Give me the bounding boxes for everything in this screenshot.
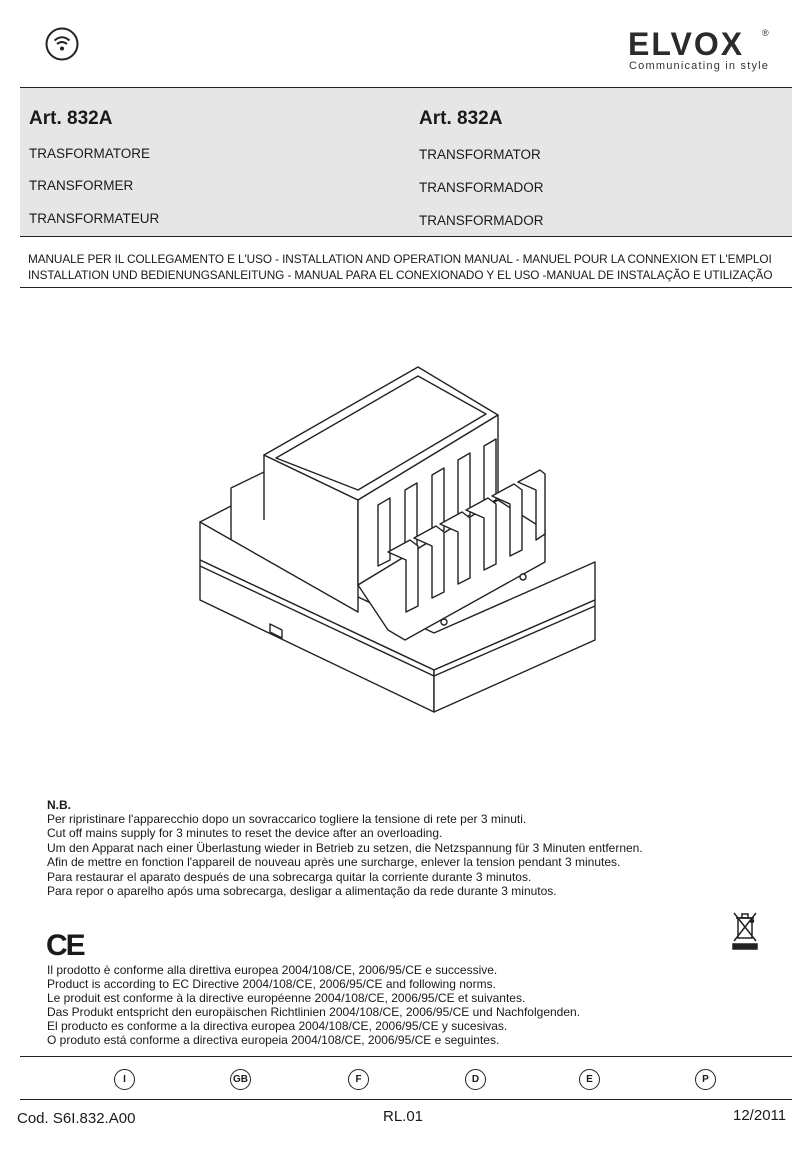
- language-marker-p: P: [695, 1069, 716, 1090]
- conformity-line-es: El producto es conforme a la directiva europea 2004/108/CE, 2006/95/CE y sucesivas.: [47, 1019, 508, 1033]
- ce-mark: CE: [46, 929, 84, 962]
- manual-title-line-2: INSTALLATION UND BEDIENUNGSANLEITUNG - MANUAL PARA EL CONEXIONADO Y EL USO -MANUAL DE INSTALAÇÃO E UTILIZAÇÃO: [28, 268, 773, 282]
- conformity-line-it: Il prodotto è conforme alla direttiva europea 2004/108/CE, 2006/95/CE e successive.: [47, 963, 498, 977]
- conformity-line-de: Das Produkt entspricht den europäischen Richtlinien 2004/108/CE, 2006/95/CE und Nachfolgenden.: [47, 1005, 581, 1019]
- document-code: Cod. S6I.832.A00: [17, 1110, 136, 1127]
- nb-line-fr: Afin de mettre en fonction l'appareil de nouveau après une surcharge, enlever la tension pendant 3 minutes.: [47, 855, 621, 869]
- revision: RL.01: [383, 1108, 424, 1125]
- manual-title-rule: [20, 287, 792, 288]
- language-marker-e: E: [579, 1069, 600, 1090]
- brand-tagline: Communicating in style: [629, 60, 770, 72]
- language-marker-gb: GB: [230, 1069, 251, 1090]
- brand-logo: [628, 28, 768, 60]
- language-marker-i: I: [114, 1069, 135, 1090]
- product-name-es: TRANSFORMADOR: [419, 180, 544, 195]
- publication-date: 12/2011: [733, 1107, 787, 1124]
- nb-line-de: Um den Apparat nach einer Überlastung wieder in Betrieb zu setzen, die Netzspannung für 3 Minuten entfernen.: [47, 841, 643, 855]
- language-marker-f: F: [348, 1069, 369, 1090]
- article-title-right: Art. 832A: [419, 108, 503, 129]
- manual-title-line-1: MANUALE PER IL COLLEGAMENTO E L'USO - INSTALLATION AND OPERATION MANUAL - MANUEL POUR LA CONNEXION ET L'EMPLOI: [28, 252, 772, 266]
- band-bottom-rule: [20, 236, 792, 237]
- language-strip-bottom-rule: [20, 1099, 792, 1100]
- product-name-de: TRANSFORMATOR: [419, 147, 541, 162]
- conformity-line-pt: O produto está conforme a directiva europeia 2004/108/CE, 2006/95/CE e seguintes.: [47, 1033, 500, 1047]
- brand-name: ELVOX: [628, 26, 745, 62]
- nb-label: N.B.: [47, 798, 71, 812]
- product-name-en: TRANSFORMER: [29, 178, 134, 193]
- crossed-out-bin-icon: [731, 910, 759, 950]
- product-name-fr: TRANSFORMATEUR: [29, 211, 160, 226]
- nb-line-it: Per ripristinare l'apparecchio dopo un sovraccarico togliere la tensione di rete per 3 minuti.: [47, 812, 527, 826]
- nb-line-es: Para restaurar el aparato después de una sobrecarga quitar la corriente durante 3 minutos.: [47, 870, 532, 884]
- registered-mark: ®: [762, 28, 769, 38]
- product-name-it: TRASFORMATORE: [29, 146, 151, 161]
- conformity-line-en: Product is according to EC Directive 2004/108/CE, 2006/95/CE and following norms.: [47, 977, 496, 991]
- nb-line-pt: Para repor o aparelho após uma sobrecarga, desligar a alimentação da rede durante 3 minutos.: [47, 884, 557, 898]
- article-title-left: Art. 832A: [29, 108, 113, 129]
- nb-line-en: Cut off mains supply for 3 minutes to reset the device after an overloading.: [47, 826, 443, 840]
- conformity-line-fr: Le produit est conforme à la directive européenne 2004/108/CE, 2006/95/CE et suivantes.: [47, 991, 526, 1005]
- sound-wave-icon: [45, 27, 79, 61]
- language-marker-d: D: [465, 1069, 486, 1090]
- din-rail-transformer-module: [190, 355, 600, 735]
- product-name-pt: TRANSFORMADOR: [419, 213, 544, 228]
- language-strip-top-rule: [20, 1056, 792, 1057]
